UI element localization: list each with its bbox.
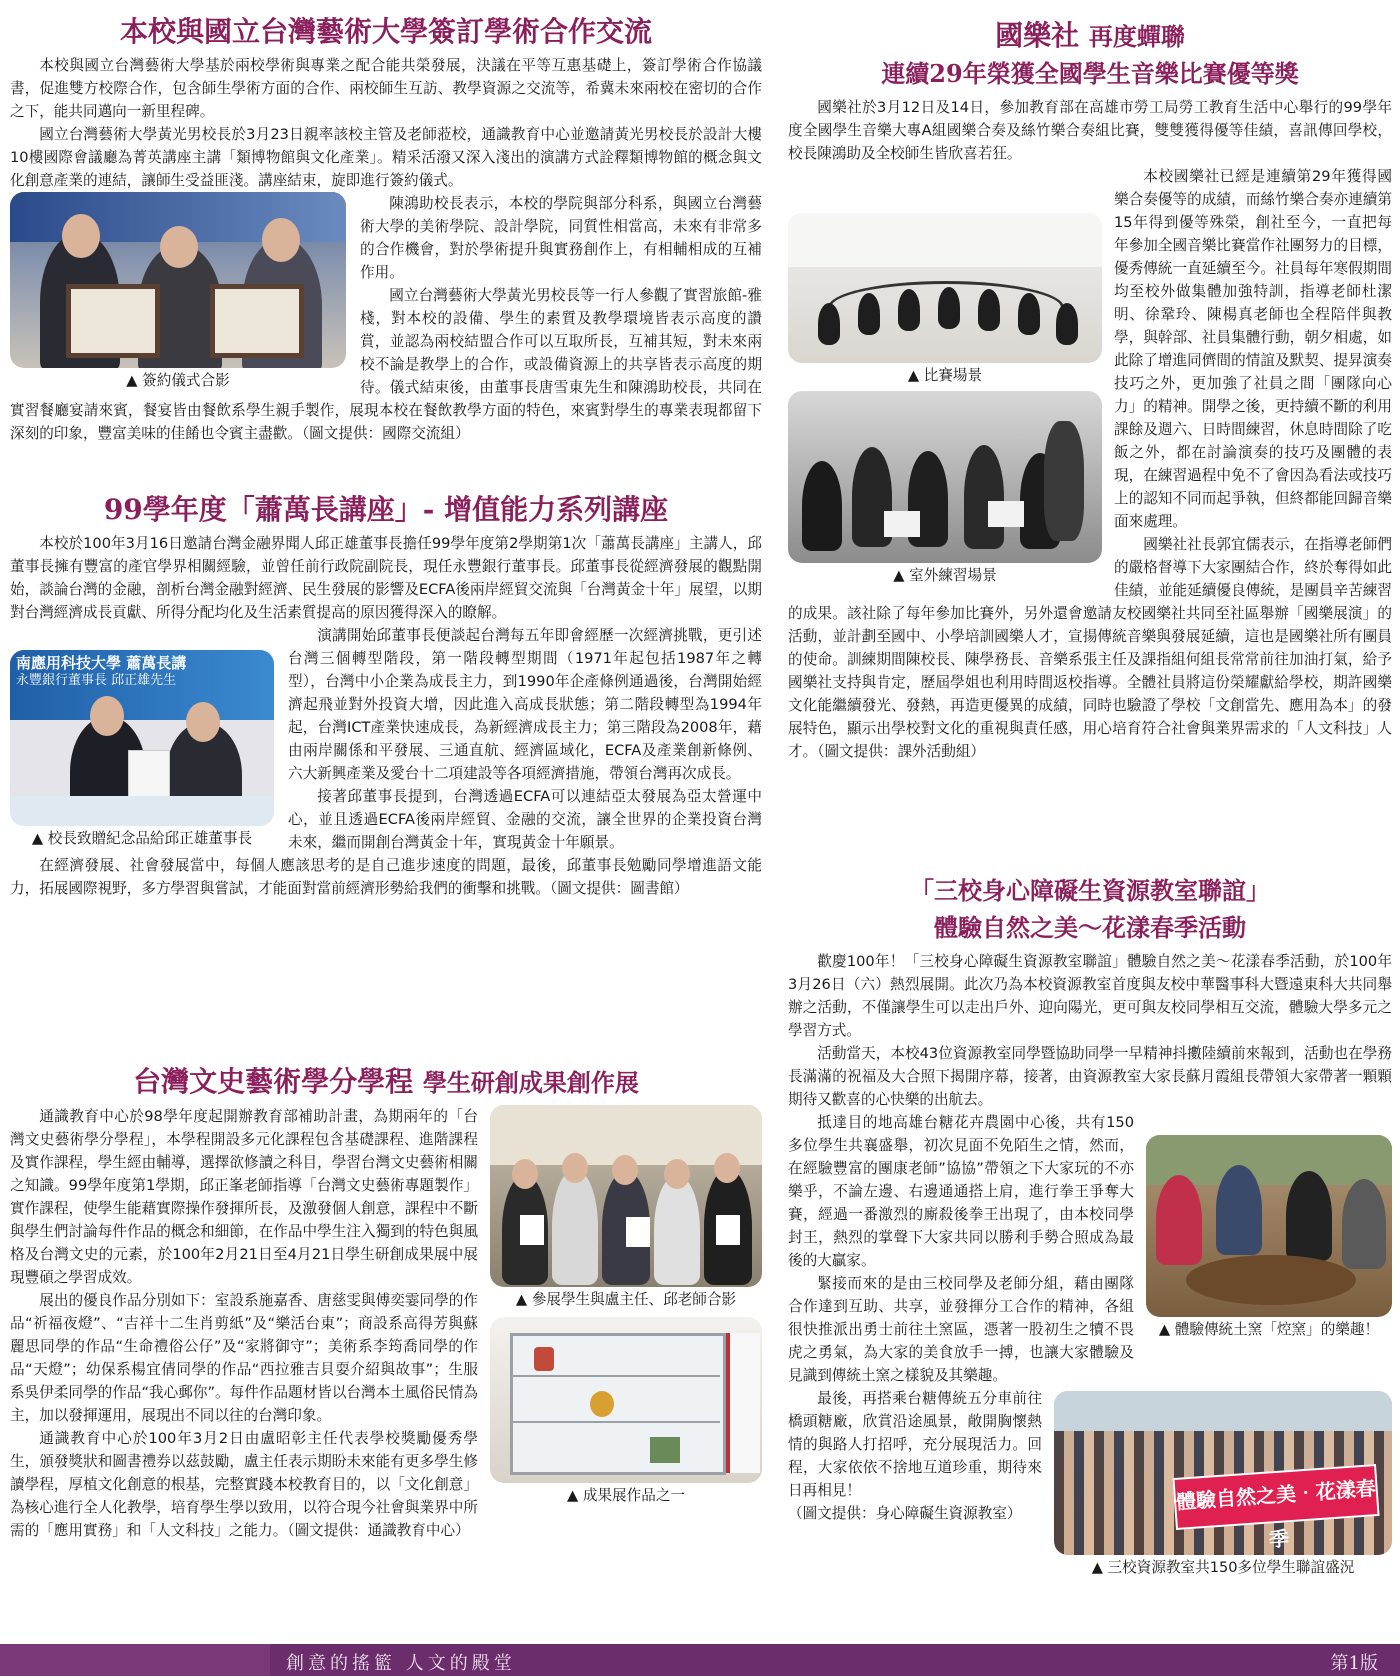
- paragraph: 通識教育中心於100年3月2日由盧昭彰主任代表學校獎勵優秀學生，頒發獎狀和圖書禮券以茲鼓勵，盧主任表示期盼未來能有更多學生修讀學程，厚植文化創意的根基，完整實踐本校教育目的，以「文化創意」為核心進行全人化教學，培育學生學以致用，以符合現今社會與業界中所需的「應用實務」和「人文科技」之能力。（圖文提供：通識教育中心）: [10, 1430, 478, 1539]
- paragraph: 國立台灣藝術大學黃光男校長於3月23日親率該校主管及老師蒞校，通識教育中心並邀請黃光男校長於設計大樓10樓國際會議廳為菁英講座主講「類博物館與文化產業」。精采活潑又深入淺出的演講方式詮釋類博物館的概念與文化創意產業的連結，讓師生受益匪淺。講座結束，旋即進行簽約儀式。: [10, 126, 762, 189]
- photo-caption: ▲ 參展學生與盧主任、邱老師合影: [515, 1291, 737, 1308]
- photo-figure: [10, 650, 274, 850]
- title-line-2: 連續29年榮獲全國學生音樂比賽優等獎: [881, 59, 1299, 88]
- title-line-2: 體驗自然之美～花漾春季活動: [934, 913, 1246, 942]
- photo-caption: ▲ 比賽場景: [907, 367, 983, 384]
- paragraph: 最後，再搭乘台糖傳統五分車前往橋頭糖廠，欣賞沿途風景，敞開胸懷熱情的與路人打招呼，充分展現活力。回程，大家依依不捨地互道珍重，期待來日再相見！: [788, 1390, 1042, 1499]
- paragraph: 歡慶100年！「三校身心障礙生資源教室聯誼」體驗自然之美～花漾春季活動，於100年3月26日（六）熱烈展開。此次乃為本校資源教室首度與友校中華醫事科大暨遠東科大共同舉辦之活動，不僅讓學生可以走出戶外、迎向陽光，更可與友校同學相互交流，體驗大學多元之學習方式。: [788, 953, 1392, 1039]
- article-body: [10, 1105, 762, 1542]
- article-exhibition: [10, 1064, 762, 1542]
- photo-caption: ▲ 校長致贈紀念品給邱正雄董事長: [31, 830, 253, 847]
- footer-slogan: 創意的搖籃 人文的殿堂: [286, 1653, 516, 1674]
- paragraph: 在經濟發展、社會發展當中，每個人應該思考的是自己進步速度的問題，最後，邱董事長勉勵同學增進語文能力，拓展國際視野，多方學習與嘗試，才能面對當前經濟形勢給我們的衝擊和挑戰。（圖文提供：圖書館）: [10, 857, 762, 897]
- photo-figure: [1146, 1135, 1392, 1341]
- photo-caption: ▲ 簽約儀式合影: [126, 372, 230, 389]
- paragraph: 演講開始邱董事長便談起台灣每五年即會經歷一次經濟挑戰，更引述台灣三個轉型階段，第一階段轉型期間（1971年起包括1987年之轉型），台灣中小企業為成長主力，到1990年企產條例通過後，台灣開始經濟起飛並對外投資大增，因此進入高成長狀態；第二階段轉型為1994年起，台灣ICT產業快速成長，為新經濟成長主力；第三階段為2008年，藉由兩岸關係和平發展、三通直航、經濟區域化，ECFA及產業創新條例、六大新興產業及愛台十二項建設等各項經濟措施，帶領台灣再次成長。: [288, 627, 762, 782]
- article-title: [788, 18, 1392, 92]
- competition-photo: [788, 213, 1102, 363]
- paragraph: 接著邱董事長提到，台灣透過ECFA可以連結亞太發展為亞太營運中心，並且透過ECFA後兩岸經貿、金融的交流，讓全世界的企業投資台灣未來，繼而開創台灣黃金十年，實現黃金十年願景。: [288, 788, 762, 851]
- banner-text: 永豐銀行董事長 邱正雄先生: [16, 673, 177, 688]
- photo-figure: [490, 1105, 762, 1507]
- paragraph: 本校國樂社已經是連續第29年獲得國樂合奏優等的成績，而絲竹樂合奏亦連續第15年得到優等殊榮，創社至今，一直把每年參加全國音樂比賽當作社團努力的目標，優秀傳統一直延續至今。社員每年寒假期間均至校外做集體加強特訓，指導老師杜潔明、徐鞏玲、陳楊真老師也全程陪伴與教學，與幹部、社員集體行動，朝夕相處，如此除了增進同儕間的情誼及默契、提昇演奏技巧之外，更加強了社員之間「團隊向心力」的精神。開學之後，更持續不斷的利用課餘及週六、日時間練習，休息時間除了吃飯之外，都在討論演奏的技巧及團體的表現，在練習過程中免不了會因為看法或技巧上的認知不同而起爭執，但終都能回歸音樂面來處理。: [1114, 168, 1392, 530]
- paragraph: 緊接而來的是由三校同學及老師分組，藉由團隊合作達到互助、共享，並發揮分工合作的精神，各組很快推派出勇士前往土窯區，憑著一股初生之犢不畏虎之勇氣，為大家的美食放手一搏，也讓大家體驗及見識到傳統土窯之樣貌及其樂趣。: [788, 1275, 1134, 1384]
- title-b: 再度蟬聯: [1088, 22, 1185, 51]
- article-resource-classroom: [788, 872, 1392, 1583]
- photo-figure: [10, 192, 346, 392]
- article-title: 99學年度「蕭萬長講座」- 增值能力系列講座: [103, 493, 669, 526]
- paragraph: 展出的優良作品分別如下：室設系施嘉香、唐慈雯與傅奕霎同學的作品“祈福夜燈”、“吉祥十二生肖剪紙”及“樂活台東”；商設系高得芳與蘇麗思同學的作品“生命禮俗公仔”及“家將御守”；美術系李筠喬同學的作品“天燈”；幼保系楊宜倩同學的作品“西拉雅吉貝耍介紹與故事”；生服系吳伊柔同學的作品“我心郵你”。每件作品題材皆以台灣本土風俗民情為主，加以發揮運用，展現出不同以往的台灣印象。: [10, 1292, 478, 1424]
- title-sub: 學生研創成果創作展: [422, 1068, 639, 1097]
- photo-figure: [1054, 1391, 1392, 1579]
- page-number: 第1版: [1330, 1653, 1378, 1674]
- photo-caption: ▲ 室外練習場景: [893, 567, 997, 584]
- page-footer: [0, 1644, 1400, 1676]
- article-lecture-series: [10, 492, 762, 900]
- title-line-1: 「三校身心障礙生資源教室聯誼」: [910, 876, 1270, 905]
- group-photo-150-students: [1054, 1391, 1392, 1555]
- signing-ceremony-photo: [10, 192, 346, 368]
- paragraph: 國樂社於3月12日及14日，參加教育部在高雄市勞工局勞工教育生活中心舉行的99學年度全國學生音樂大專A組國樂合奏及絲竹樂合奏組比賽，雙雙獲得優等佳績，喜訊傳回學校，校長陳鴻助及全校師生皆欣喜若狂。: [788, 99, 1392, 162]
- credit: （圖文提供：身心障礙生資源教室）: [788, 1505, 1022, 1522]
- paragraph: 抵達目的地高雄台糖花卉農園中心後，共有150多位學生共襄盛舉，初次見面不免陌生之情，然而，在經驗豐富的團康老師”協協”帶領之下大家玩的不亦樂乎，不論左邊、右邊通通搭上肩，進行拳王爭奪大賽，經過一番激烈的廝殺後拳王出現了，由本校同學封王，熱烈的掌聲下大家共同以勝利手勢合照成為最後的大贏家。: [788, 1114, 1134, 1269]
- photo-caption: ▲ 成果展作品之一: [566, 1487, 686, 1504]
- earth-kiln-photo: [1146, 1135, 1392, 1317]
- article-body: [10, 532, 762, 900]
- title-a: 國樂社: [995, 19, 1080, 52]
- article-title: 本校與國立台灣藝術大學簽訂學術合作交流: [119, 15, 652, 48]
- event-banner: 體驗自然之美‧花漾春季: [1172, 1464, 1379, 1530]
- lecture-banner: [10, 650, 274, 720]
- gift-presentation-photo: [10, 650, 274, 826]
- paragraph: 國樂社社長郭宜儒表示，在指導老師們的嚴格督導下大家團結合作，終於奪得如此佳績，並能延續優良傳統，是團員辛苦練習的成果。該社除了每年參加比賽外，另外還會邀請友校國樂社共同至社區舉辦「國樂展演」的活動，並計劃至國中、小學培訓國樂人才，宣揚傳統音樂與發展延續，這也是國樂社所有團員的使命。訓練期間陳校長、陳學務長、音樂系張主任及課指組何組長常常前往加油打氣，給予國樂社支持與肯定，歷屆學姐也利用時間返校指導。全體社員將這份榮耀獻給學校，期許國樂文化能繼續發光、發熱，再造更優異的成績，同時也驗證了學校「文創當先、應用為本」的發展特色，顯示出學校對文化的重視與責任感，用心培育符合社會與業界需求的「人文科技」人才。（圖文提供：課外活動組）: [788, 536, 1392, 760]
- banner-text: 南應用科技大學 蕭萬長講: [16, 654, 187, 672]
- paragraph: 活動當天，本校43位資源教室同學暨協助同學一早精神抖擻陸續前來報到，活動也在學務長滿滿的祝福及大合照下揭開序幕，接著，由資源教室大家長蘇月霞組長帶領大家帶著一顆顆期待又歡喜的心快樂的出航去。: [788, 1045, 1392, 1108]
- article-body: [10, 54, 762, 445]
- paragraph: 本校於100年3月16日邀請台灣金融界聞人邱正雄董事長擔任99學年度第2學期第1次「蕭萬長講座」主講人，邱董事長擁有豐富的產官學界相關經驗，並曾任前行政院副院長，現任永豐銀行董事長。邱董事長從經濟發展的觀點開始，談論台灣的金融，剖析台灣金融對經濟、民生發展的影響及ECFA後兩岸經貿交流與「台灣黃金十年」展望，以期對台灣經濟成長貢獻、所得分配均化及生活素質提高的原因獲得深入的瞭解。: [10, 535, 762, 621]
- outdoor-practice-photo: [788, 391, 1102, 563]
- paragraph: 國立台灣藝術大學黃光男校長等一行人參觀了實習旅館-雅棧，對本校的設備、學生的素質及教學環境皆表示高度的讚賞，並認為兩校結盟合作可以互取所長，互補其短，對未來兩校不論是教學上的合作，或設備資源上的共享皆表示高度的期待。儀式結束後，由董事長唐雪東先生和陳鴻助校長，共同在實習餐廳宴請來賓，餐宴皆由餐飲系學生親手製作，展現本校在餐飲教學方面的特色，來賓對學生的專業表現都留下深刻的印象，豐富美味的佳餚也令賓主盡歡。（圖文提供：國際交流組）: [10, 287, 762, 442]
- exhibition-display-photo: [490, 1317, 762, 1483]
- paragraph: 陳鴻助校長表示，本校的學院與部分科系，與國立台灣藝術大學的美術學院、設計學院，同質性相當高，未來有非常多的合作機會，對於學術提升與實務創作上，有相輔相成的互補作用。: [360, 195, 762, 281]
- title-main: 台灣文史藝術學分學程: [133, 1065, 414, 1098]
- article-body: [788, 950, 1392, 1576]
- article-body: [788, 96, 1392, 763]
- article-title: [10, 1064, 762, 1101]
- paragraph: 本校與國立台灣藝術大學基於兩校學術與專業之配合能共榮發展，決議在平等互惠基礎上，簽訂學術合作協議書，促進雙方校際合作，包含師生學術方面的合作、兩校師生互訪、教學資源之交流等，希冀未來兩校在密切的合作之下，能共同邁向一新里程碑。: [10, 57, 762, 120]
- footer-accent: [0, 1644, 270, 1676]
- paragraph: 通識教育中心於98學年度起開辦教育部補助計畫，為期兩年的「台灣文史藝術學分學程」，本學程開設多元化課程包含基礎課程、進階課程及實作課程，學生經由輔導，選擇欲修讀之科目，學習台灣文史藝術相關之知識。99學年度第1學期，邱正峯老師指導「台灣文史藝術專題製作」實作課程，使學生能藉實際操作發揮所長，及激發個人創意，課程中不斷與學生們討論每件作品的概念和細節，在作品中學生注入獨到的特色與風格及台灣文史的元素，於100年2月21日至4月21日學生研創成果展中展現豐碩之學習成效。: [10, 1108, 478, 1286]
- photo-figure: [788, 213, 1102, 587]
- photo-caption: ▲ 體驗傳統土窯「焢窯」的樂趣！: [1158, 1321, 1380, 1338]
- article-art-cooperation: [10, 14, 762, 445]
- students-group-photo: [490, 1105, 762, 1287]
- article-title: [788, 872, 1392, 946]
- photo-caption: ▲ 三校資源教室共150多位學生聯誼盛況: [1091, 1559, 1355, 1576]
- article-chinese-orchestra: [788, 18, 1392, 763]
